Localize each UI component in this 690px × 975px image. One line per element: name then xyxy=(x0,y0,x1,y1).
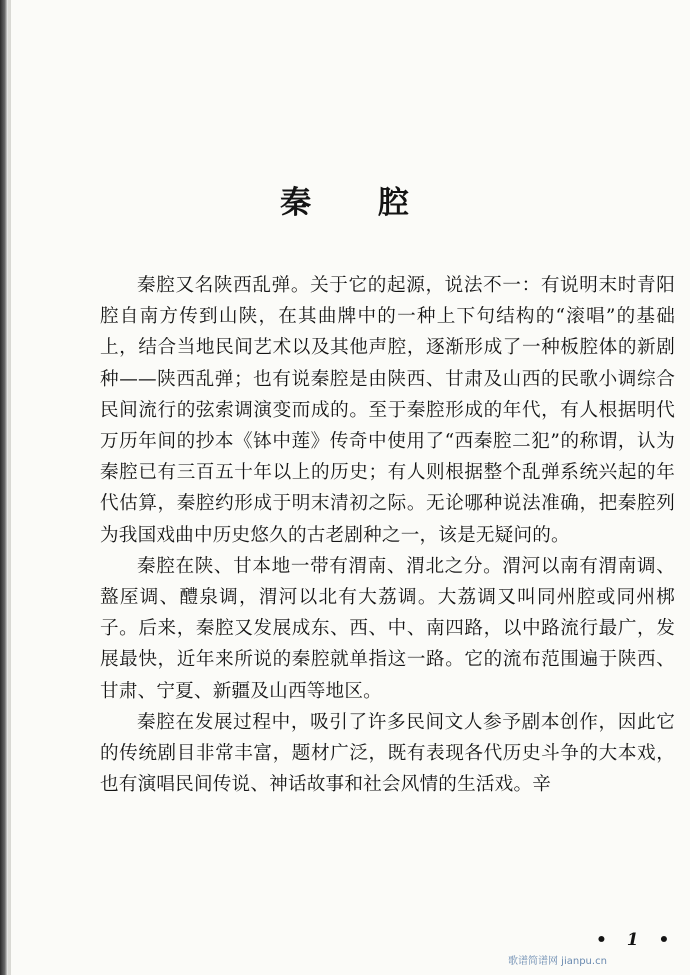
body-text xyxy=(100,270,675,800)
page-binding-shadow xyxy=(8,0,11,975)
site-watermark: 歌谱简谱网 jianpu.cn xyxy=(508,956,607,967)
page-number: • 1 • xyxy=(596,930,677,950)
page-title: 秦 腔 xyxy=(280,185,410,221)
page-binding-edge xyxy=(0,0,8,975)
paragraph-repertoire: 秦腔在发展过程中，吸引了许多民间文人参予剧本创作，因此它的传统剧目非常丰富，题材广泛，既有表现各代历史斗争的大本戏，也有演唱民间传说、神话故事和社会风情的生活戏。辛 xyxy=(100,711,675,796)
paragraph-distribution: 秦腔在陕、甘本地一带有渭南、渭北之分。渭河以南有渭南调、盩厔调、醴泉调，渭河以北有大荔调。大荔调又叫同州腔或同州梆子。后来，秦腔又发展成东、西、中、南四路，以中路流行最广，发展最快，近年来所说的秦腔就单指这一路。它的流布范围遍于陕西、甘肃、宁夏、新疆及山西等地区。 xyxy=(100,555,675,702)
paragraph-origin: 秦腔又名陕西乱弹。关于它的起源，说法不一：有说明末时青阳腔自南方传到山陕，在其曲牌中的一种上下句结构的“滚唱”的基础上，结合当地民间艺术以及其他声腔，逐渐形成了一种板腔体的新剧种——陕西乱弹；也有说秦腔是由陕西、甘肃及山西的民歌小调综合民间流行的弦索调演变而成的。至于秦腔形成的年代，有人根据明代万历年间的抄本《钵中莲》传奇中使用了“西秦腔二犯”的称谓，认为秦腔已有三百五十年以上的历史；有人则根据整个乱弹系统兴起的年代估算，秦腔约形成于明末清初之际。无论哪种说法准确，把秦腔列为我国戏曲中历史悠久的古老剧种之一，该是无疑问的。 xyxy=(100,275,675,546)
